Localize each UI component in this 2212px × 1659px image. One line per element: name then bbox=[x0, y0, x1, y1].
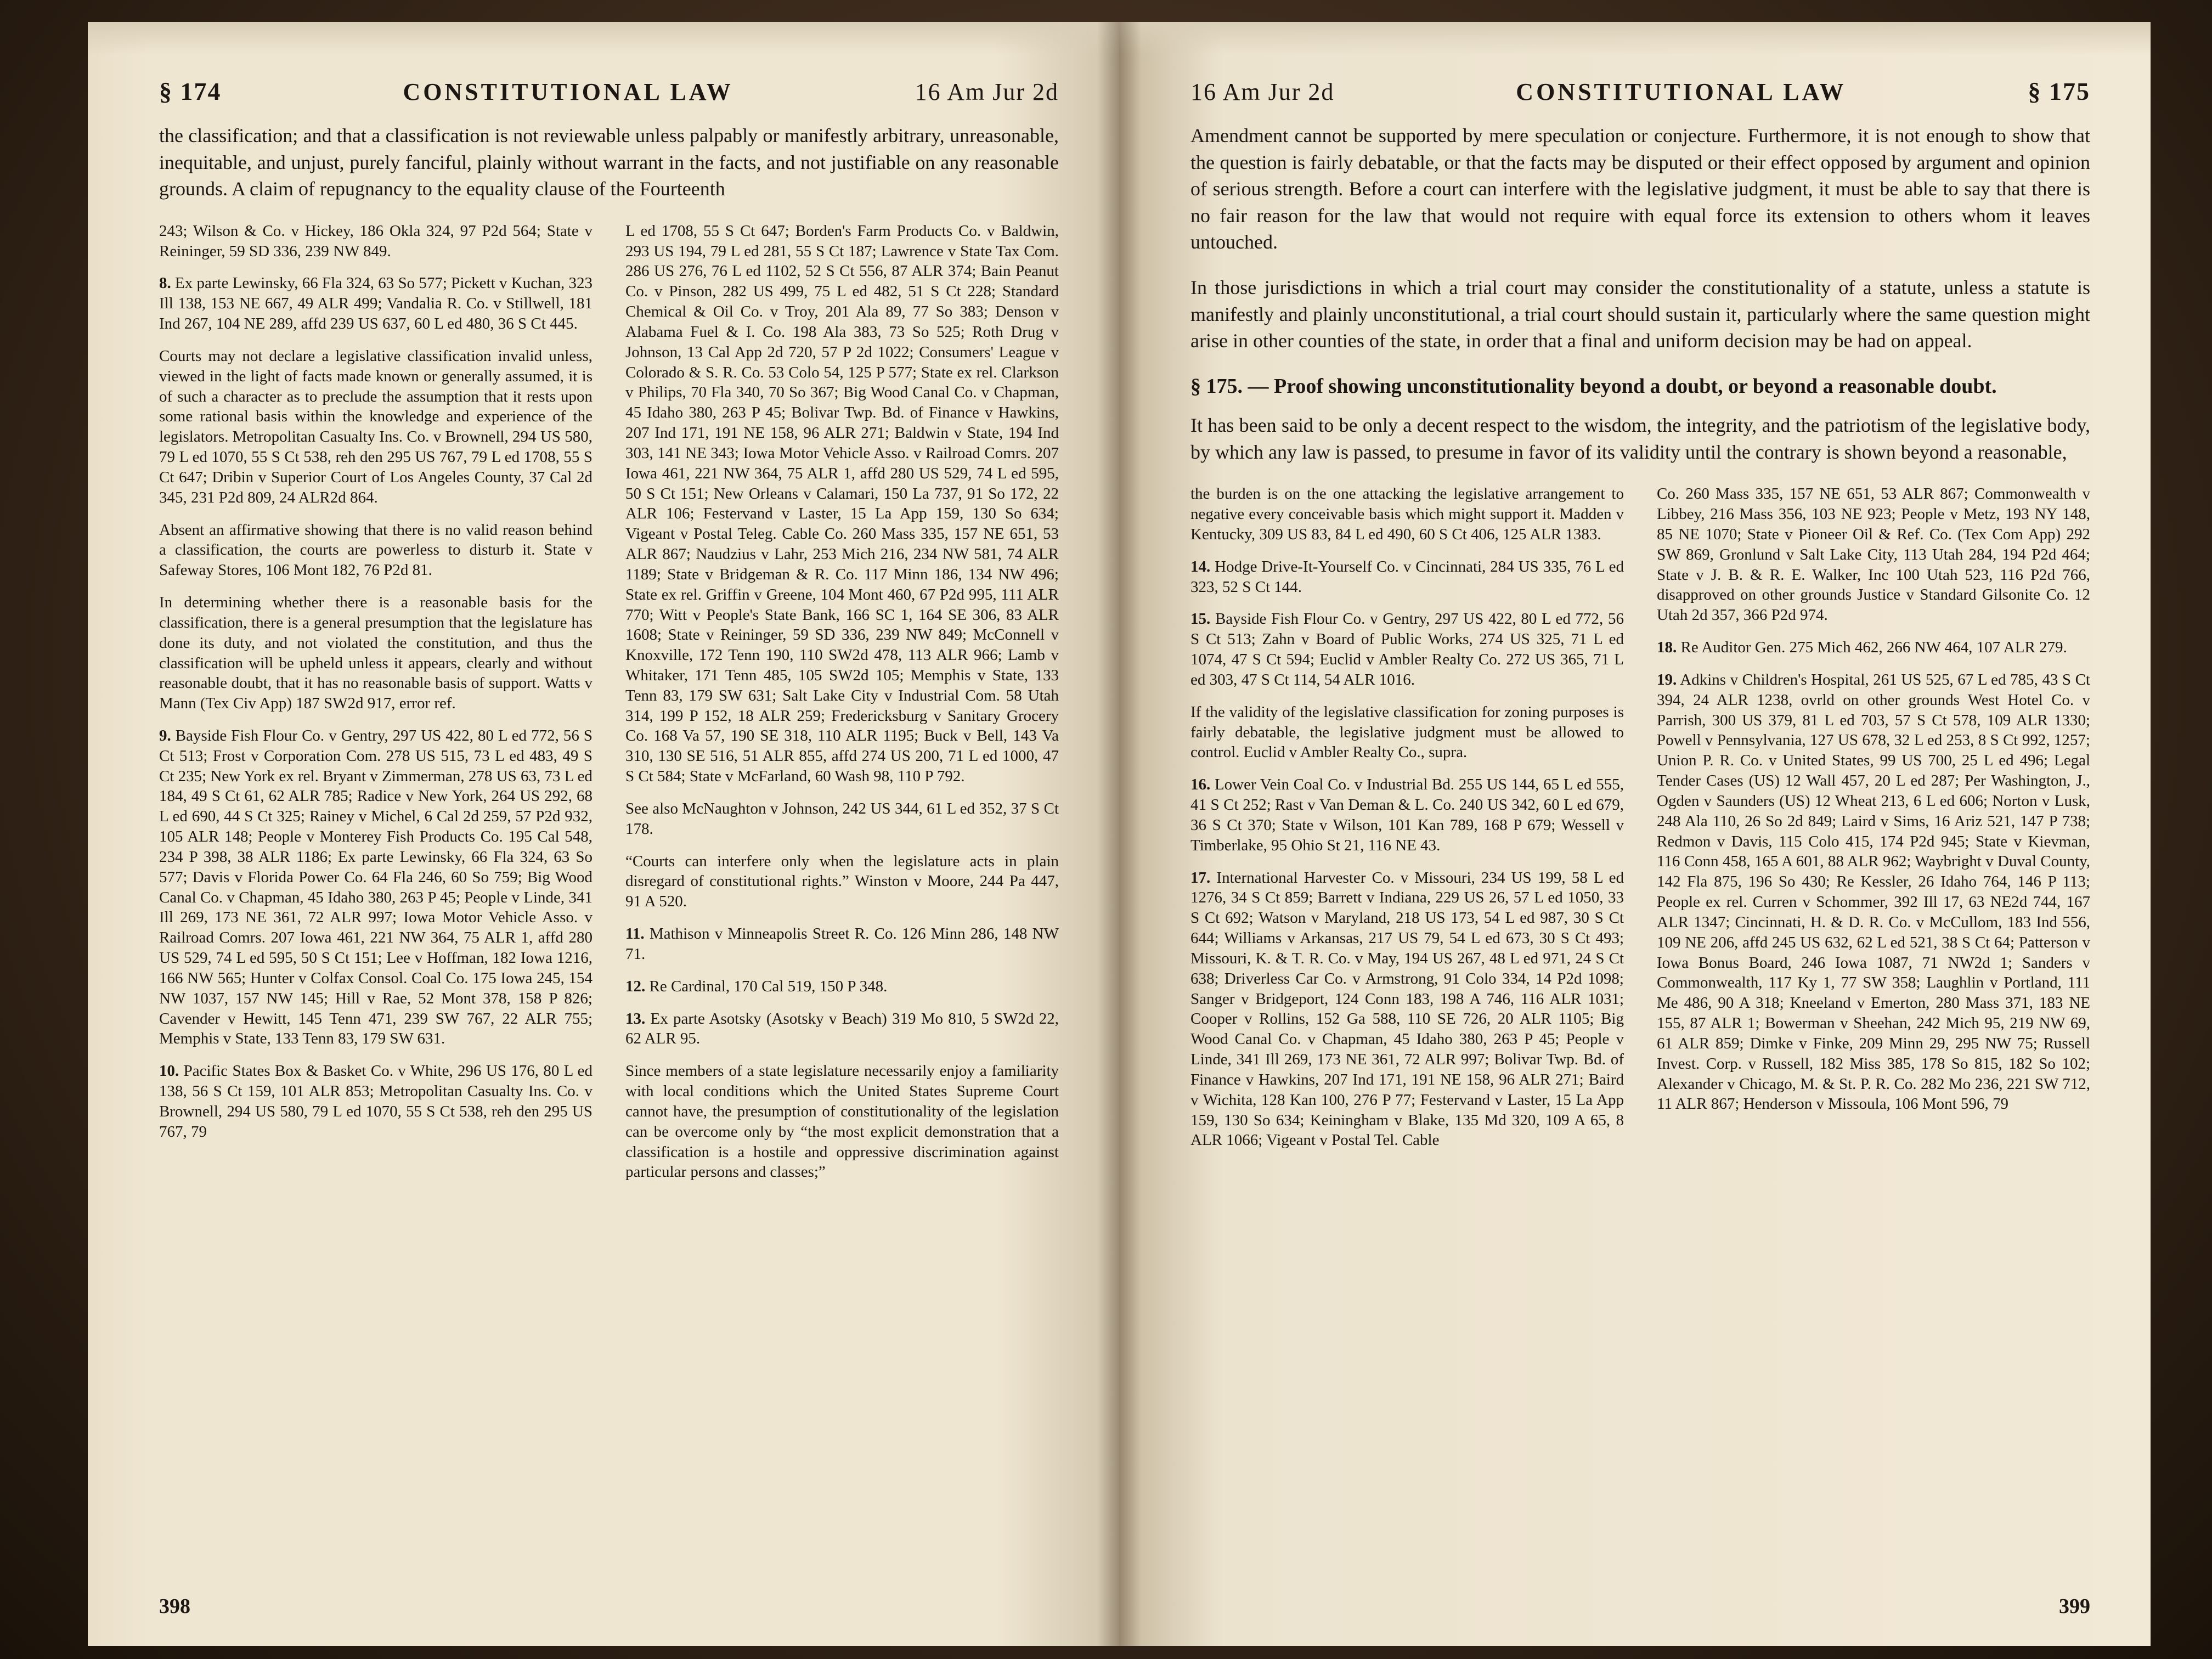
right-lead-paragraph-1: Amendment cannot be supported by mere speculation or conjecture. Furthermore, it is not enough to show that the question is fairly debatable, or that the facts may be disputed or their effect opposed by argument and opinion of serious strength. Before a court can interfere with the legislative judgment, it must be able to say that there is no fair reason for the law that would not require with equal force its extension to others whom it leaves untouched. bbox=[1190, 125, 2090, 253]
footnote-text: Ex parte Asotsky (Asotsky v Beach) 319 Mo 810, 5 SW2d 22, 62 ALR 95. bbox=[625, 1009, 1059, 1048]
left-running-title: CONSTITUTIONAL LAW bbox=[403, 78, 733, 105]
footnote-text: the burden is on the one attacking the legislative arrangement to negative every conceivable basis which might support it. Madden v Kentucky, 309 US 83, 84 L ed 490, 60 S Ct 406, 125 ALR 1383. bbox=[1190, 485, 1624, 543]
footnote-text: Since members of a state legislature necessarily enjoy a familiarity with local conditions which the United States Supreme Court cannot have, the presumption of constitutionality of the legislation can be overcome only by “the most explicit demonstration that a classification is a hostile and oppressive discrimination against particular persons and classes;” bbox=[625, 1062, 1059, 1181]
footnote-paragraph bbox=[1657, 484, 2090, 625]
footnote-text: Re Cardinal, 170 Cal 519, 150 P 348. bbox=[649, 977, 888, 995]
left-lead-paragraph: the classification; and that a classification is not reviewable unless palpably or manifestly arbitrary, unreasonable, inequitable, and unjust, purely fanciful, plainly without warrant in the facts, and not justifiable on any reasonable grounds. A claim of repugnancy to the equality clause of the Fourteenth bbox=[159, 125, 1059, 200]
footnote-paragraph bbox=[1657, 670, 2090, 1114]
footnote-paragraph bbox=[159, 221, 592, 262]
left-section-label: § 174 bbox=[159, 77, 222, 105]
right-lead-paragraph-2: In those jurisdictions in which a trial court may consider the constitutionality of a statute, unless a statute is manifestly and plainly unconstitutional, a trial court should sustain it, particularly where the same question might arise in other counties of the state, in order that a final and uniform decision may be had on appeal. bbox=[1190, 276, 2090, 352]
footnote-text: Hodge Drive-It-Yourself Co. v Cincinnati, 284 US 335, 76 L ed 323, 52 S Ct 144. bbox=[1190, 557, 1624, 596]
footnote-number: 14. bbox=[1190, 557, 1211, 575]
right-footnote-column-2 bbox=[1657, 484, 2090, 1163]
footnote-paragraph bbox=[625, 221, 1059, 787]
footnote-paragraph bbox=[159, 273, 592, 334]
footnote-number: 17. bbox=[1190, 868, 1211, 887]
footnote-text: Pacific States Box & Basket Co. v White, 296 US 176, 80 L ed 138, 56 S Ct 159, 101 ALR 853; Metropolitan Casualty Ins. Co. v Brownell, 294 US 580, 79 L ed 1070, 55 S Ct 538, reh den 295 US 767, 79 bbox=[159, 1062, 593, 1141]
footnote-number: 18. bbox=[1657, 639, 1677, 657]
footnote-text: Bayside Fish Flour Co. v Gentry, 297 US 422, 80 L ed 772, 56 S Ct 513; Frost v Corporation Com. 278 US 515, 73 L ed 483, 49 S Ct 235; New York ex rel. Bryant v Zimmerman, 278 US 63, 73 L ed 184, 49 S Ct 61, 62 ALR 785; Radice v New York, 264 US 292, 68 L ed 690, 44 S Ct 325; Rainey v Michel, 6 Cal 2d 259, 57 P2d 932, 105 ALR 148; People v Monterey Fish Products Co. 195 Cal 548, 234 P 398, 38 ALR 1186; Ex parte Lewinsky, 66 Fla 324, 63 So 577; Davis v Florida Power Co. 64 Fla 246, 60 So 759; Big Wood Canal Co. v Chapman, 45 Idaho 380, 263 P 45; People v Linde, 341 Ill 269, 173 NE 361, 72 ALR 997; Iowa Motor Vehicle Asso. v Railroad Comrs. 207 Iowa 461, 221 NW 364, 75 ALR 1, affd 280 US 529, 74 L ed 595, 50 S Ct 151; Lee v Hoffman, 182 Iowa 1216, 166 NW 565; Hunter v Colfax Consol. Coal Co. 175 Iowa 245, 154 NW 1037, 157 NW 145; Hill v Rae, 52 Mont 378, 158 P 826; Cavender v Hewitt, 145 Tenn 471, 239 SW 767, 22 ALR 755; Memphis v State, 133 Tenn 83, 179 SW 631. bbox=[159, 727, 592, 1048]
footnote-paragraph bbox=[625, 851, 1059, 912]
footnote-paragraph bbox=[625, 1009, 1059, 1049]
footnote-paragraph bbox=[625, 1061, 1059, 1182]
right-page-content bbox=[1190, 77, 2090, 1580]
footnote-text: Adkins v Children's Hospital, 261 US 525, 67 L ed 785, 43 S Ct 394, 24 ALR 1238, ovrld on other grounds West Hotel Co. v Parrish, 300 US 379, 81 L ed 703, 57 S Ct 578, 109 ALR 1330; Powell v Pennsylvania, 127 US 678, 32 L ed 253, 8 S Ct 992, 1257; Union P. R. Co. v United States, 99 US 700, 25 L ed 496; Legal Tender Cases (US) 12 Wall 457, 20 L ed 287; Per Washington, J., Ogden v Saunders (US) 12 Wheat 213, 6 L ed 606; Norton v Lusk, 248 Ala 110, 26 So 2d 849; Laird v Sims, 16 Ariz 521, 147 P 738; Redmon v Davis, 115 Colo 415, 174 P2d 945; State v Kievman, 116 Conn 458, 165 A 601, 88 ALR 962; Waybright v Duval County, 142 Fla 875, 196 So 430; Re Kessler, 26 Idaho 764, 146 P 113; People ex rel. Curren v Schommer, 392 Ill 17, 63 NE2d 744, 167 ALR 1347; Cincinnati, H. & D. R. Co. v McCullom, 183 Ind 556, 109 NE 206, affd 245 US 632, 62 L ed 521, 38 S Ct 64; Patterson v Iowa Bonus Board, 246 Iowa 1087, 71 NW2d 1; Sanders v Commonwealth, 117 Ky 1, 77 SW 358; Laughlin v Portland, 111 Me 486, 90 A 318; Kneeland v Emerton, 280 Mass 371, 183 NE 155, 87 ALR 1; Bowerman v Sheehan, 242 Mich 95, 219 NW 69, 61 ALR 859; Dimke v Finke, 209 Minn 29, 295 NW 75; Russell Invest. Corp. v Russell, 182 Miss 385, 178 So 815, 182 So 102; Alexander v Chicago, M. & St. P. R. Co. 282 Mo 236, 221 SW 712, 11 ALR 867; Henderson v Missoula, 106 Mont 596, 79 bbox=[1657, 670, 2090, 1113]
footnote-text: Lower Vein Coal Co. v Industrial Bd. 255 US 144, 65 L ed 555, 41 S Ct 252; Rast v Van Deman & L. Co. 240 US 342, 60 L ed 679, 36 S Ct 370; State v Wilson, 101 Kan 789, 168 P 679; Wessell v Timberlake, 95 Ohio St 21, 116 NE 43. bbox=[1190, 776, 1624, 854]
footnote-text: L ed 1708, 55 S Ct 647; Borden's Farm Products Co. v Baldwin, 293 US 194, 79 L ed 281, 55 S Ct 187; Lawrence v State Tax Com. 286 US 276, 76 L ed 1102, 52 S Ct 556, 87 ALR 374; Bain Peanut Co. v Pinson, 282 US 499, 75 L ed 482, 51 S Ct 228; Standard Chemical & Oil Co. v Troy, 201 Ala 89, 77 So 383; Denson v Alabama Fuel & I. Co. 198 Ala 383, 73 So 525; Roth Drug v Johnson, 13 Cal App 2d 720, 57 P 2d 1022; Consumers' League v Colorado & S. R. Co. 53 Colo 54, 125 P 577; State ex rel. Clarkson v Philips, 70 Fla 340, 70 So 367; Big Wood Canal Co. v Chapman, 45 Idaho 380, 263 P 45; Bolivar Twp. Bd. of Finance v Hawkins, 207 Ind 171, 191 NE 158, 96 ALR 271; Baldwin v State, 194 Ind 303, 141 NE 343; Iowa Motor Vehicle Asso. v Railroad Comrs. 207 Iowa 461, 221 NW 364, 75 ALR 1, affd 280 US 529, 74 L ed 595, 50 S Ct 151; New Orleans v Calamari, 150 La 737, 91 So 172, 22 ALR 106; Festervand v Laster, 15 La App 159, 130 So 634; Vigeant v Postal Teleg. Cable Co. 260 Mass 335, 157 NE 651, 53 ALR 867; Naudzius v Lahr, 253 Mich 216, 234 NW 581, 74 ALR 1189; State v Bridgeman & R. Co. 117 Minn 186, 134 NW 496; State ex rel. Griffin v Greene, 104 Mont 460, 67 P2d 995, 111 ALR 770; Witt v People's State Bank, 166 SC 1, 164 SE 306, 83 ALR 1608; State v Reininger, 59 SD 336, 239 NW 849; McConnell v Knoxville, 172 Tenn 190, 110 SW2d 478, 113 ALR 966; Lamb v Whitaker, 171 Tenn 485, 105 SW2d 105; Memphis v State, 133 Tenn 83, 179 SW 631; Salt Lake City v Industrial Com. 58 Utah 314, 199 P 152, 18 ALR 259; Fredericksburg v Sanitary Grocery Co. 168 Va 57, 190 SE 318, 110 ALR 1195; Buck v Bell, 143 Va 310, 130 SE 516, 51 ALR 855, affd 274 US 200, 71 L ed 1000, 47 S Ct 584; State v McFarland, 60 Wash 98, 110 P 792. bbox=[625, 222, 1059, 786]
footnote-text: Courts may not declare a legislative classification invalid unless, viewed in the light of facts made known or generally assumed, it is of such a character as to preclude the assumption that it rests upon some rational basis within the knowledge and experience of the legislators. Metropolitan Casualty Ins. Co. v Brownell, 294 US 580, 79 L ed 1070, 55 S Ct 538, reh den 295 US 767, 79 L ed 1708, 55 S Ct 647; Dribin v Superior Court of Los Angeles County, 37 Cal 2d 345, 231 P2d 809, 24 ALR2d 864. bbox=[159, 347, 592, 506]
left-page-number: 398 bbox=[159, 1595, 190, 1618]
footnote-number: 15. bbox=[1190, 610, 1211, 628]
left-running-head bbox=[159, 77, 1059, 106]
right-footnote-column-1 bbox=[1190, 484, 1624, 1163]
footnote-paragraph bbox=[159, 726, 592, 1049]
left-page bbox=[88, 22, 1119, 1646]
book-gutter bbox=[1097, 22, 1141, 1646]
right-running-title: CONSTITUTIONAL LAW bbox=[1516, 78, 1847, 105]
right-page-number: 399 bbox=[2059, 1595, 2090, 1618]
left-running-volume: 16 Am Jur 2d bbox=[915, 78, 1059, 105]
footnote-text: Ex parte Lewinsky, 66 Fla 324, 63 So 577; Pickett v Kuchan, 323 Ill 138, 153 NE 667, 49 ALR 499; Vandalia R. Co. v Stillwell, 181 Ind 267, 104 NE 289, affd 239 US 637, 60 L ed 480, 36 S Ct 445. bbox=[159, 274, 592, 333]
footnote-number: 12. bbox=[625, 977, 646, 995]
right-footnote-columns bbox=[1190, 484, 2090, 1163]
right-running-volume: 16 Am Jur 2d bbox=[1190, 78, 1335, 105]
footnote-text: If the validity of the legislative classification for zoning purposes is fairly debatable, the legislative judgment must be allowed to control. Euclid v Ambler Realty Co., supra. bbox=[1190, 703, 1624, 761]
footnote-paragraph bbox=[625, 977, 1059, 997]
footnote-paragraph bbox=[1190, 557, 1624, 597]
footnote-paragraph bbox=[159, 1061, 592, 1142]
left-page-content bbox=[159, 77, 1059, 1580]
footnote-text: “Courts can interfere only when the legislature acts in plain disregard of constitutional rights.” Winston v Moore, 244 Pa 447, 91 A 520. bbox=[625, 852, 1059, 911]
left-footnote-column-1 bbox=[159, 221, 592, 1194]
footnote-text: Mathison v Minneapolis Street R. Co. 126 Minn 286, 148 NW 71. bbox=[625, 925, 1059, 963]
footnote-number: 13. bbox=[625, 1009, 646, 1028]
open-book bbox=[88, 22, 2151, 1646]
right-running-head bbox=[1190, 77, 2090, 106]
footnote-number: 9. bbox=[159, 727, 171, 744]
footnote-paragraph bbox=[1190, 775, 1624, 855]
footnote-text: Bayside Fish Flour Co. v Gentry, 297 US 422, 80 L ed 772, 56 S Ct 513; Zahn v Board of Public Works, 274 US 325, 71 L ed 1074, 47 S Ct 594; Euclid v Ambler Realty Co. 272 US 365, 71 L ed 303, 47 S Ct 114, 54 ALR 1016. bbox=[1190, 610, 1624, 689]
footnote-paragraph bbox=[1190, 868, 1624, 1151]
footnote-paragraph bbox=[625, 924, 1059, 964]
footnote-number: 10. bbox=[159, 1062, 179, 1080]
footnote-text: Re Auditor Gen. 275 Mich 462, 266 NW 464, 107 ALR 279. bbox=[1680, 639, 2067, 657]
footnote-text: International Harvester Co. v Missouri, 234 US 199, 58 L ed 1276, 34 S Ct 859; Barrett v Indiana, 229 US 26, 57 L ed 1050, 33 S Ct 692; Watson v Maryland, 218 US 173, 54 L ed 987, 30 S Ct 644; Williams v Arkansas, 217 US 79, 54 L ed 673, 30 S Ct 493; Missouri, K. & T. R. Co. v May, 194 US 267, 48 L ed 971, 24 S Ct 638; Driverless Car Co. v Armstrong, 91 Colo 334, 14 P2d 1098; Sanger v Bridgeport, 124 Conn 183, 198 A 746, 116 ALR 1031; Cooper v Rollins, 152 Ga 588, 110 SE 726, 20 ALR 1105; Big Wood Canal Co. v Chapman, 45 Idaho 380, 263 P 45; People v Linde, 341 Ill 269, 173 NE 361, 72 ALR 997; Bolivar Twp. Bd. of Finance v Hawkins, 207 Ind 171, 191 NE 158, 96 ALR 271; Baird v Wichita, 128 Kan 100, 276 P 77; Festervand v Laster, 15 La App 159, 130 So 634; Keiningham v Blake, 135 Md 320, 109 A 65, 8 ALR 1066; Vigeant v Postal Tel. Cable bbox=[1190, 868, 1624, 1149]
footnote-text: In determining whether there is a reasonable basis for the classification, there is a general presumption that the legislature has done its duty, and not violated the constitution, and thus the classification will be upheld unless it appears, clearly and without reasonable doubt, that it has no reasonable basis of support. Watts v Mann (Tex Civ App) 187 SW2d 917, error ref. bbox=[159, 594, 592, 713]
right-page bbox=[1119, 22, 2151, 1646]
footnote-paragraph bbox=[625, 799, 1059, 839]
footnote-number: 16. bbox=[1190, 776, 1211, 794]
footnote-paragraph bbox=[1190, 609, 1624, 690]
section-175-heading: § 175. — Proof showing unconstitutionality beyond a doubt, or beyond a reasonable doubt. bbox=[1190, 374, 1997, 398]
footnote-number: 11. bbox=[625, 925, 645, 943]
left-footnote-column-2 bbox=[625, 221, 1059, 1194]
section-175-body: It has been said to be only a decent respect to the wisdom, the integrity, and the patriotism of the legislative body, by which any law is passed, to presume in favor of its validity until the contrary is shown beyond a reasonable, bbox=[1190, 414, 2090, 463]
footnote-text: See also McNaughton v Johnson, 242 US 344, 61 L ed 352, 37 S Ct 178. bbox=[625, 799, 1059, 838]
left-footnote-columns bbox=[159, 221, 1059, 1194]
footnote-text: Absent an affirmative showing that there is no valid reason behind a classification, the courts are powerless to disturb it. State v Safeway Stores, 106 Mont 182, 76 P2d 81. bbox=[159, 521, 592, 579]
footnote-paragraph bbox=[1190, 484, 1624, 544]
footnote-number: 8. bbox=[159, 274, 171, 292]
footnote-text: Co. 260 Mass 335, 157 NE 651, 53 ALR 867; Commonwealth v Libbey, 216 Mass 356, 103 NE 923; People v Metz, 193 NY 148, 85 NE 1070; State v Pioneer Oil & Ref. Co. (Tex Com App) 292 SW 869, Gronlund v Salt Lake City, 113 Utah 284, 194 P2d 464; State v J. B. & R. E. Walker, Inc 100 Utah 523, 116 P2d 766, disapproved on other grounds Justice v Standard Gilsonite Co. 12 Utah 2d 357, 366 P2d 974. bbox=[1657, 485, 2090, 624]
footnote-paragraph bbox=[159, 346, 592, 508]
footnote-paragraph bbox=[159, 520, 592, 580]
footnote-paragraph bbox=[1190, 702, 1624, 763]
footnote-text: 243; Wilson & Co. v Hickey, 186 Okla 324, 97 P2d 564; State v Reininger, 59 SD 336, 239 NW 849. bbox=[159, 222, 592, 260]
footnote-number: 19. bbox=[1657, 670, 1677, 689]
right-section-label: § 175 bbox=[2028, 77, 2090, 105]
footnote-paragraph bbox=[159, 592, 592, 714]
footnote-paragraph bbox=[1657, 637, 2090, 658]
